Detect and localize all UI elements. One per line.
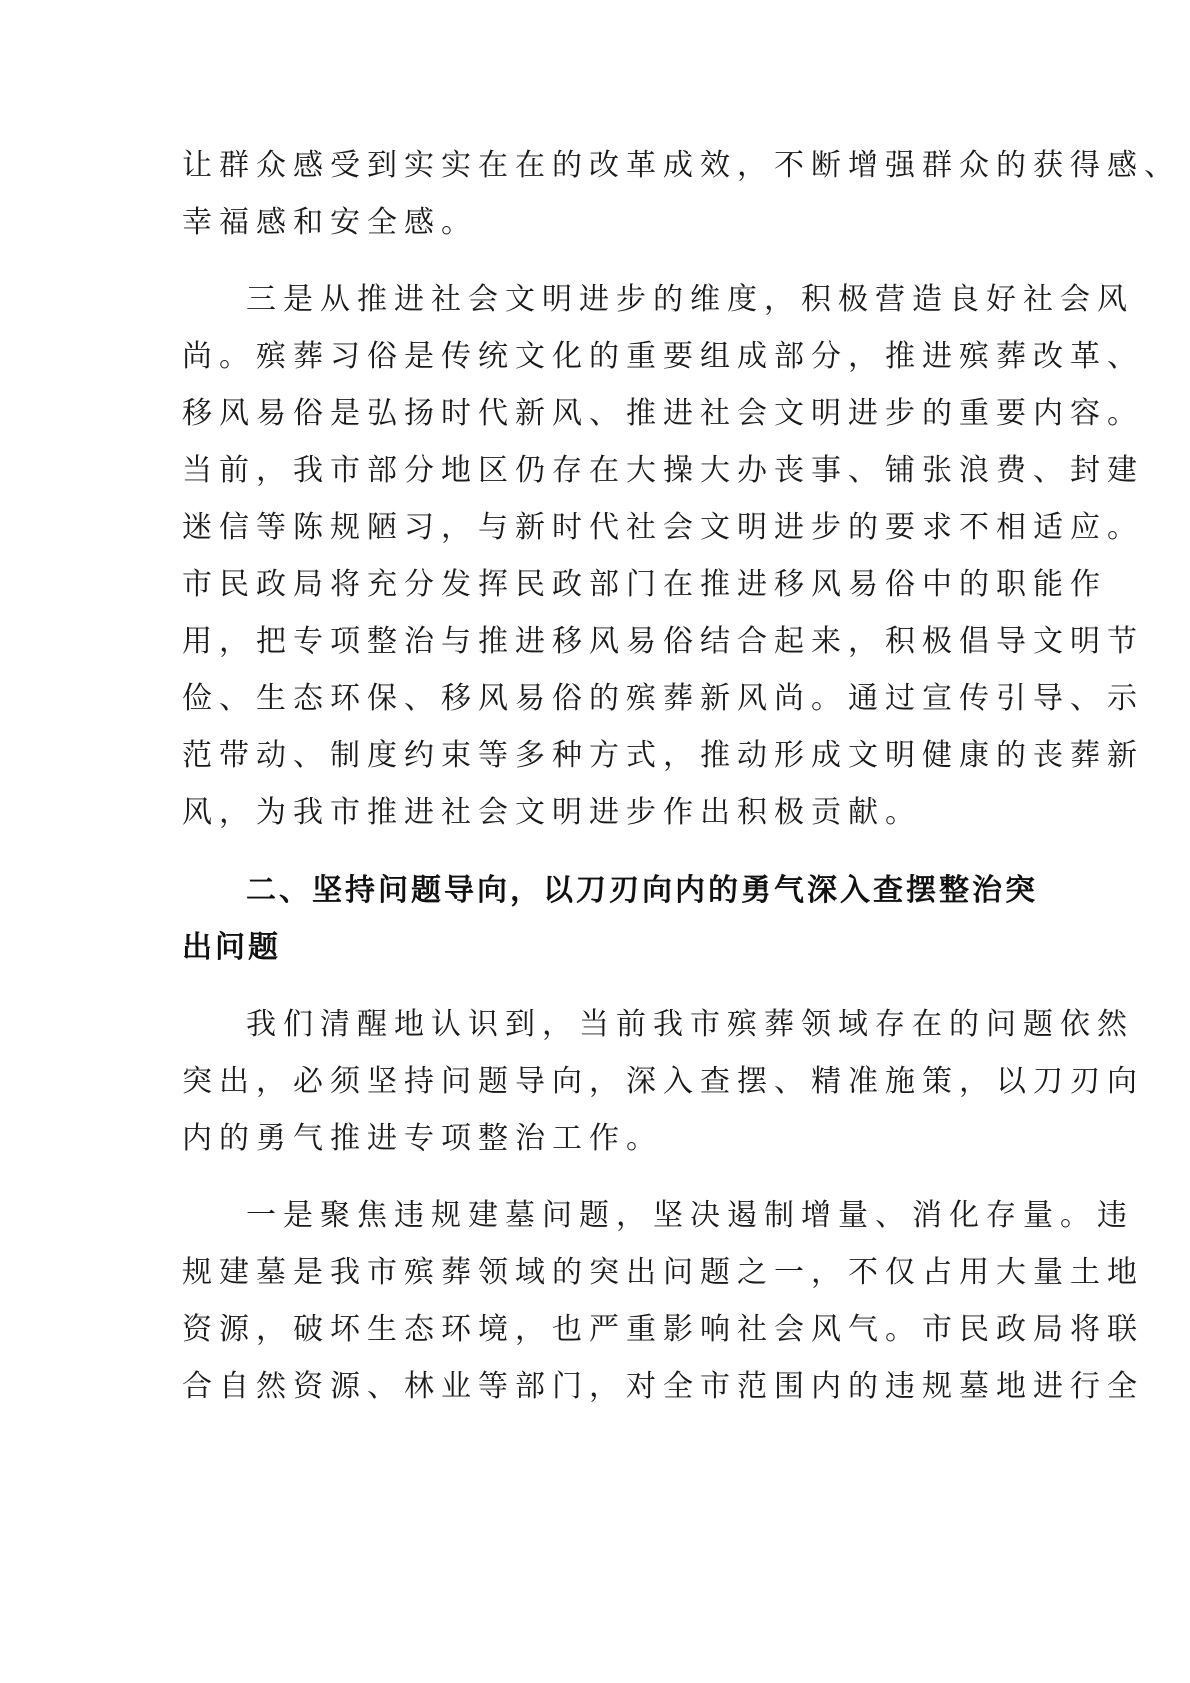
text-line-4: 尚。殡葬习俗是传统文化的重要组成部分，推进殡葬改革、	[182, 339, 1144, 374]
section-heading-line-2: 出问题	[182, 930, 281, 965]
text-line-18: 资源，破坏生态环境，也严重影响社会风气。市民政局将联	[182, 1312, 1144, 1347]
text-line-14: 突出，必须坚持问题导向，深入查摆、精准施策，以刀刃向	[182, 1064, 1144, 1099]
text-line-10: 俭、生态环保、移风易俗的殡葬新风尚。通过宣传引导、示	[182, 681, 1144, 716]
text-line-17: 规建墓是我市殡葬领域的突出问题之一，不仅占用大量土地	[182, 1255, 1144, 1290]
text-line-1: 让群众感受到实实在在的改革成效，不断增强群众的获得感、	[182, 148, 1181, 183]
text-line-15: 内的勇气推进专项整治工作。	[182, 1121, 663, 1156]
text-line-3: 三是从推进社会文明进步的维度，积极营造良好社会风	[246, 282, 1134, 317]
text-line-9: 用，把专项整治与推进移风易俗结合起来，积极倡导文明节	[182, 624, 1144, 659]
section-heading-line-1: 二、坚持问题导向，以刀刃向内的勇气深入查摆整治突	[246, 873, 1038, 908]
text-line-2: 幸福感和安全感。	[182, 205, 478, 240]
text-line-16: 一是聚焦违规建墓问题，坚决遏制增量、消化存量。违	[246, 1198, 1134, 1233]
text-line-6: 当前，我市部分地区仍存在大操大办丧事、铺张浪费、封建	[182, 453, 1144, 488]
text-line-12: 风，为我市推进社会文明进步作出积极贡献。	[182, 795, 922, 830]
text-line-11: 范带动、制度约束等多种方式，推动形成文明健康的丧葬新	[182, 738, 1144, 773]
text-line-7: 迷信等陈规陋习，与新时代社会文明进步的要求不相适应。	[182, 510, 1144, 545]
text-line-19: 合自然资源、林业等部门，对全市范围内的违规墓地进行全	[182, 1369, 1144, 1404]
text-line-8: 市民政局将充分发挥民政部门在推进移风易俗中的职能作	[182, 567, 1107, 602]
text-line-5: 移风易俗是弘扬时代新风、推进社会文明进步的重要内容。	[182, 396, 1144, 431]
text-line-13: 我们清醒地认识到，当前我市殡葬领域存在的问题依然	[246, 1007, 1134, 1042]
